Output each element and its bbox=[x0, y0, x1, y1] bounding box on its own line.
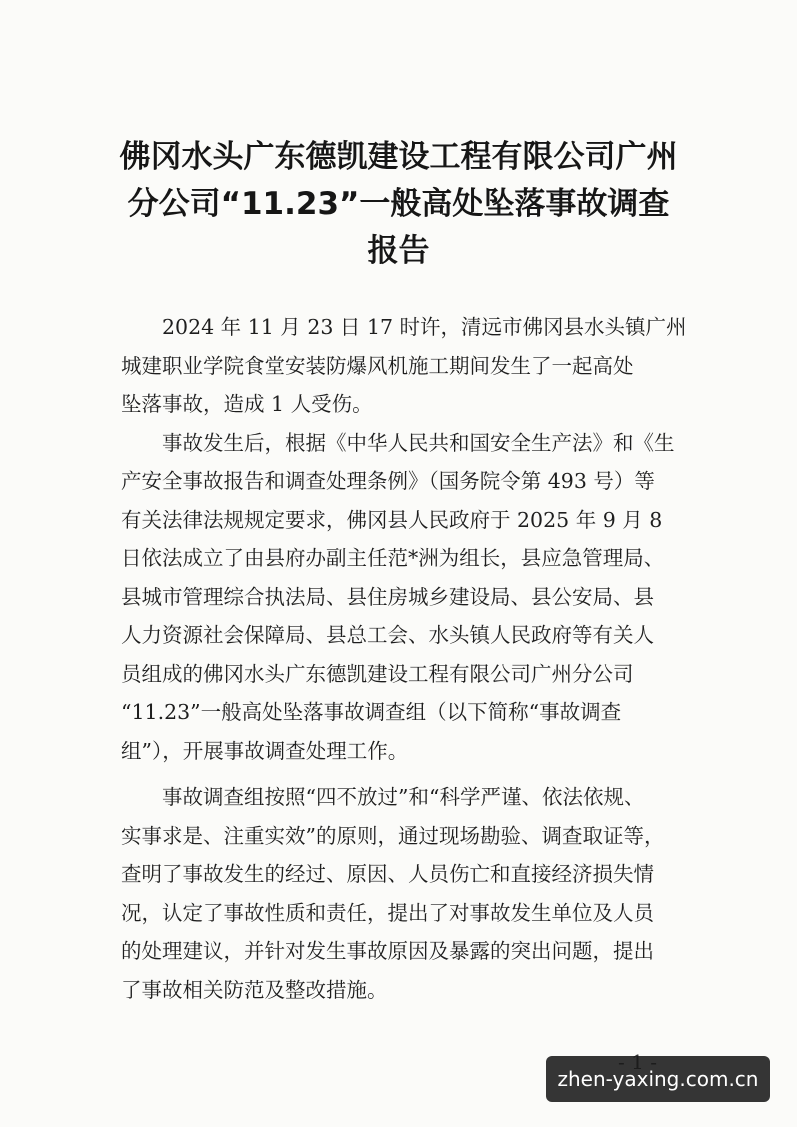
text-line: 事故发生后，根据《中华人民共和国安全生产法》和《生 bbox=[121, 430, 675, 455]
paragraph-incident-summary bbox=[121, 308, 687, 424]
text-line: 城建职业学院食堂安装防爆风机施工期间发生了一起高处 bbox=[121, 353, 634, 378]
paragraph-investigation-principles bbox=[121, 778, 677, 1009]
text-line: 实事求是、注重实效”的原则，通过现场勘验、调查取证等， bbox=[121, 823, 665, 848]
document-title bbox=[100, 134, 697, 275]
text-line: 的处理建议，并针对发生事故原因及暴露的突出问题，提出 bbox=[121, 939, 654, 963]
text-line: 产安全事故报告和调查处理条例》（国务院令第 493 号）等 bbox=[121, 469, 655, 493]
text-line: 员组成的佛冈水头广东德凯建设工程有限公司广州分公司 bbox=[121, 661, 634, 686]
text-line: 人力资源社会保障局、县总工会、水头镇人民政府等有关人 bbox=[121, 623, 654, 647]
text-line: 事故调查组按照“四不放过”和“科学严谨、依法依规、 bbox=[121, 785, 645, 809]
text-line: 坠落事故，造成 1 人受伤。 bbox=[121, 392, 373, 416]
text-line: 了事故相关防范及整改措施。 bbox=[121, 977, 388, 1002]
paragraph-investigation-team bbox=[121, 424, 677, 771]
text-line: 日依法成立了由县府办副主任范*洲为组长，县应急管理局、 bbox=[121, 546, 665, 570]
text-line: 查明了事故发生的经过、原因、人员伤亡和直接经济损失情 bbox=[121, 862, 654, 886]
title-line: 佛冈水头广东德凯建设工程有限公司广州 bbox=[119, 139, 678, 175]
title-line: 报告 bbox=[367, 233, 430, 269]
text-line: 有关法律法规规定要求，佛冈县人民政府于 2025 年 9 月 8 bbox=[121, 507, 663, 532]
title-line: 分公司“11.23”一般高处坠落事故调查 bbox=[127, 186, 670, 222]
text-line: 县城市管理综合执法局、县住房城乡建设局、县公安局、县 bbox=[121, 584, 654, 609]
text-line: 组”），开展事故调查处理工作。 bbox=[121, 738, 409, 763]
text-line: 况，认定了事故性质和责任，提出了对事故发生单位及人员 bbox=[121, 900, 654, 925]
text-line: “11.23”一般高处坠落事故调查组（以下简称“事故调查 bbox=[121, 700, 622, 724]
document-body bbox=[121, 308, 687, 1009]
watermark-badge: zhen-yaxing.com.cn bbox=[546, 1056, 770, 1102]
text-line: 2024 年 11 月 23 日 17 时许，清远市佛冈县水头镇广州 bbox=[121, 315, 687, 339]
